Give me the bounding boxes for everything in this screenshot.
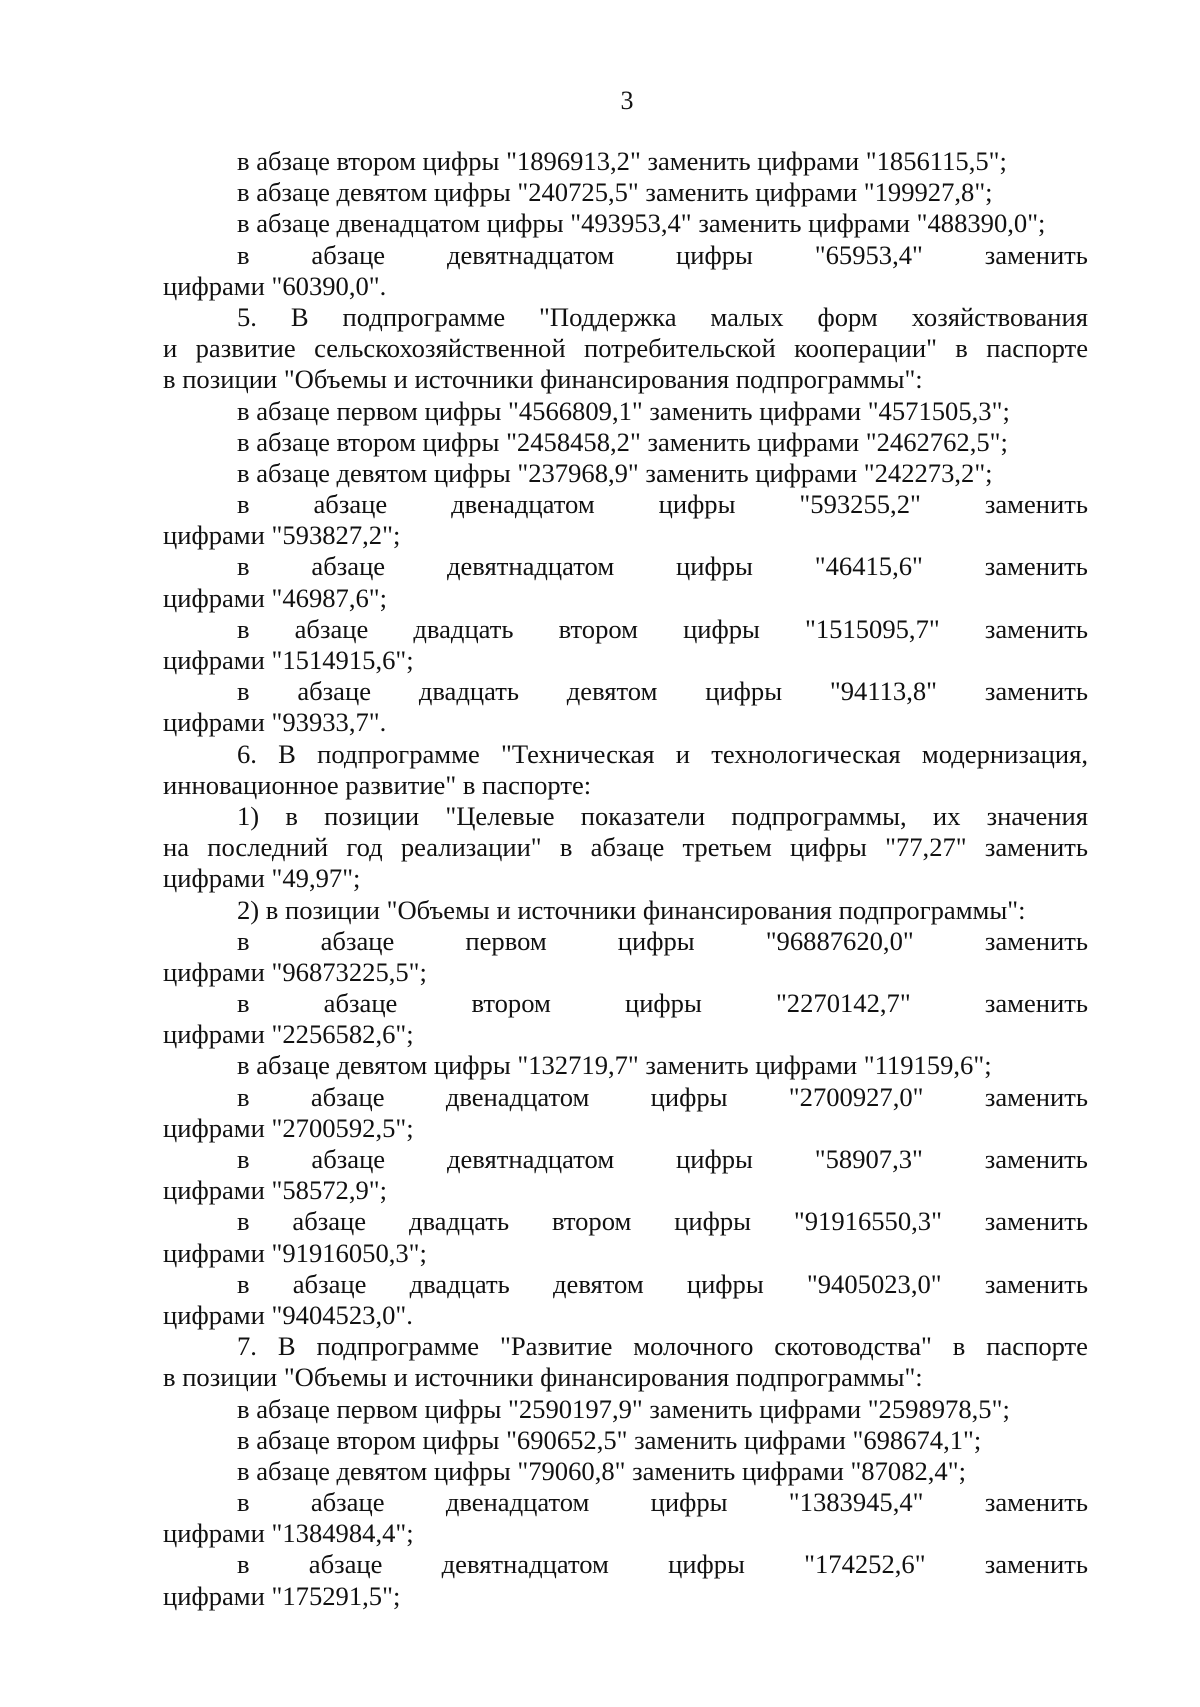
word: девятнадцатом [446,551,615,582]
text-line: 1) в позиции "Целевые показатели подпрограммы, их значения [237,800,1088,831]
word: "94113,8" [829,676,938,707]
word: в [237,1144,250,1174]
word: девятом [566,676,658,707]
word: "58907,3" [814,1144,923,1174]
text-line [163,1487,1088,1518]
word: двадцать [413,613,514,644]
word: "174252,6" [804,1549,926,1580]
word: "1515095,7" [805,613,940,644]
word: абзаце [292,1206,367,1237]
word: в [237,1268,250,1299]
word: девятнадцатом [446,239,615,270]
text-line: на последний год реализации" в абзаце третьем цифры "77,27" заменить [163,832,1088,863]
word: абзаце [297,676,372,707]
text-line: и развитие сельскохозяйственной потребительской кооперации" в паспорте [163,333,1088,364]
text-line [163,240,1088,271]
text-line [163,1144,1088,1175]
text-line: цифрами "175291,5"; [163,1580,401,1611]
word: первом [465,925,547,956]
word: заменить [984,925,1088,956]
word: в [237,1081,250,1112]
word: девятнадцатом [441,1549,609,1580]
word: двадцать [418,676,519,707]
word: заменить [984,1487,1088,1518]
text-line: в абзаце двенадцатом цифры "493953,4" заменить цифрами "488390,0"; [237,208,1046,239]
word: "9405023,0" [806,1268,942,1299]
word: цифры [668,1549,745,1580]
word: девятнадцатом [446,1144,615,1174]
word: двенадцатом [451,489,595,520]
text-line: цифрами "593827,2"; [163,520,401,551]
word: "46415,6" [814,551,923,582]
word: двадцать [409,1268,510,1299]
word: втором [471,988,551,1019]
word: абзаце [292,1268,367,1299]
word: в [237,1206,250,1237]
text-line: 6. В подпрограмме "Техническая и технологическая модернизация, [237,738,1088,769]
text-line: в позиции "Объемы и источники финансирования подпрограммы": [163,1362,923,1393]
word: заменить [984,988,1088,1019]
text-line: цифрами "91916050,3"; [163,1237,427,1268]
text-line: в абзаце втором цифры "1896913,2" заменить цифрами "1856115,5"; [237,146,1007,176]
word: цифры [676,1144,753,1174]
text-line: в абзаце первом цифры "2590197,9" заменить цифрами "2598978,5"; [237,1393,1010,1424]
text-line: цифрами "1384984,4"; [163,1518,414,1549]
word: в [237,613,250,644]
text-line: цифрами "60390,0". [163,270,387,301]
word: абзаце [310,1487,385,1518]
word: цифры [617,925,695,956]
text-line [163,1206,1088,1237]
word: в [237,676,250,707]
text-line: в абзаце втором цифры "690652,5" заменить цифрами "698674,1"; [237,1424,982,1455]
word: заменить [984,1549,1088,1580]
word: девятом [552,1268,644,1299]
text-line [163,551,1088,582]
word: в [237,489,250,520]
text-line: цифрами "1514915,6"; [163,645,414,675]
word: абзаце [308,1549,383,1580]
text-line: цифрами "2700592,5"; [163,1112,414,1143]
word: двенадцатом [445,1487,590,1518]
text-line: цифрами "58572,9"; [163,1175,388,1206]
document-body [163,146,1088,1612]
text-line [163,489,1088,520]
word: "2700927,0" [788,1081,924,1112]
word: абзаце [313,489,388,520]
word: цифры [683,613,760,644]
word: "91916550,3" [793,1206,942,1237]
word: в [237,551,250,582]
text-line: в абзаце девятом цифры "132719,7" заменить цифрами "119159,6"; [237,1050,992,1081]
text-line: 7. В подпрограмме "Развитие молочного скотоводства" в паспорте [237,1331,1088,1362]
word: цифры [686,1268,764,1299]
word: цифры [624,988,702,1019]
word: двадцать [408,1206,510,1237]
text-line [163,988,1088,1019]
word: втором [558,613,638,644]
text-line: 2) в позиции "Объемы и источники финансирования подпрограммы": [237,894,1026,925]
word: заменить [984,551,1088,582]
text-line: цифрами "49,97"; [163,863,361,894]
text-line: цифрами "46987,6"; [163,582,388,613]
word: абзаце [311,551,386,582]
word: абзаце [311,1144,386,1174]
word: цифры [676,551,753,582]
text-line [163,1269,1088,1300]
word: в [237,1487,250,1518]
word: заменить [984,1268,1088,1299]
text-line: цифрами "93933,7". [163,707,387,738]
word: заменить [984,239,1088,270]
text-line: цифрами "96873225,5"; [163,956,427,987]
text-line [163,1082,1088,1113]
word: заменить [984,1144,1088,1174]
text-line: в абзаце втором цифры "2458458,2" заменить цифрами "2462762,5"; [237,426,1008,457]
word: "65953,4" [814,239,923,270]
word: "1383945,4" [788,1487,924,1518]
text-line: в позиции "Объемы и источники финансирования подпрограммы": [163,364,923,395]
word: "96887620,0" [765,925,914,956]
word: заменить [984,489,1088,520]
text-line: цифрами "9404523,0". [163,1299,413,1330]
word: в [237,925,250,956]
word: заменить [984,1081,1088,1112]
word: цифры [658,489,736,520]
word: абзаце [310,1081,385,1112]
word: заменить [984,676,1088,707]
word: втором [551,1206,632,1237]
word: в [237,1549,250,1580]
word: абзаце [320,925,395,956]
word: абзаце [311,239,386,270]
text-line: инновационное развитие" в паспорте: [163,769,592,800]
word: "593255,2" [799,489,921,520]
text-line: в абзаце первом цифры "4566809,1" заменить цифрами "4571505,3"; [237,395,1010,426]
text-line [163,1549,1088,1580]
word: абзаце [323,988,398,1019]
word: цифры [705,676,783,707]
word: в [237,239,250,270]
text-line: в абзаце девятом цифры "240725,5" заменить цифрами "199927,8"; [237,177,993,208]
text-line: в абзаце девятом цифры "79060,8" заменить цифрами "87082,4"; [237,1455,966,1486]
word: "2270142,7" [775,988,911,1019]
text-line: 5. В подпрограмме "Поддержка малых форм хозяйствования [237,301,1088,332]
text-line [163,614,1088,645]
text-line [163,676,1088,707]
word: цифры [650,1081,728,1112]
word: цифры [674,1206,752,1237]
word: цифры [650,1487,728,1518]
text-line: цифрами "2256582,6"; [163,1019,414,1050]
text-line [163,926,1088,957]
word: в [237,988,250,1019]
word: заменить [984,613,1088,644]
text-line: в абзаце девятом цифры "237968,9" заменить цифрами "242273,2"; [237,457,993,488]
word: цифры [676,239,753,270]
word: заменить [984,1206,1088,1237]
word: двенадцатом [445,1081,590,1112]
word: абзаце [294,613,369,644]
page-number: 3 [620,86,634,115]
